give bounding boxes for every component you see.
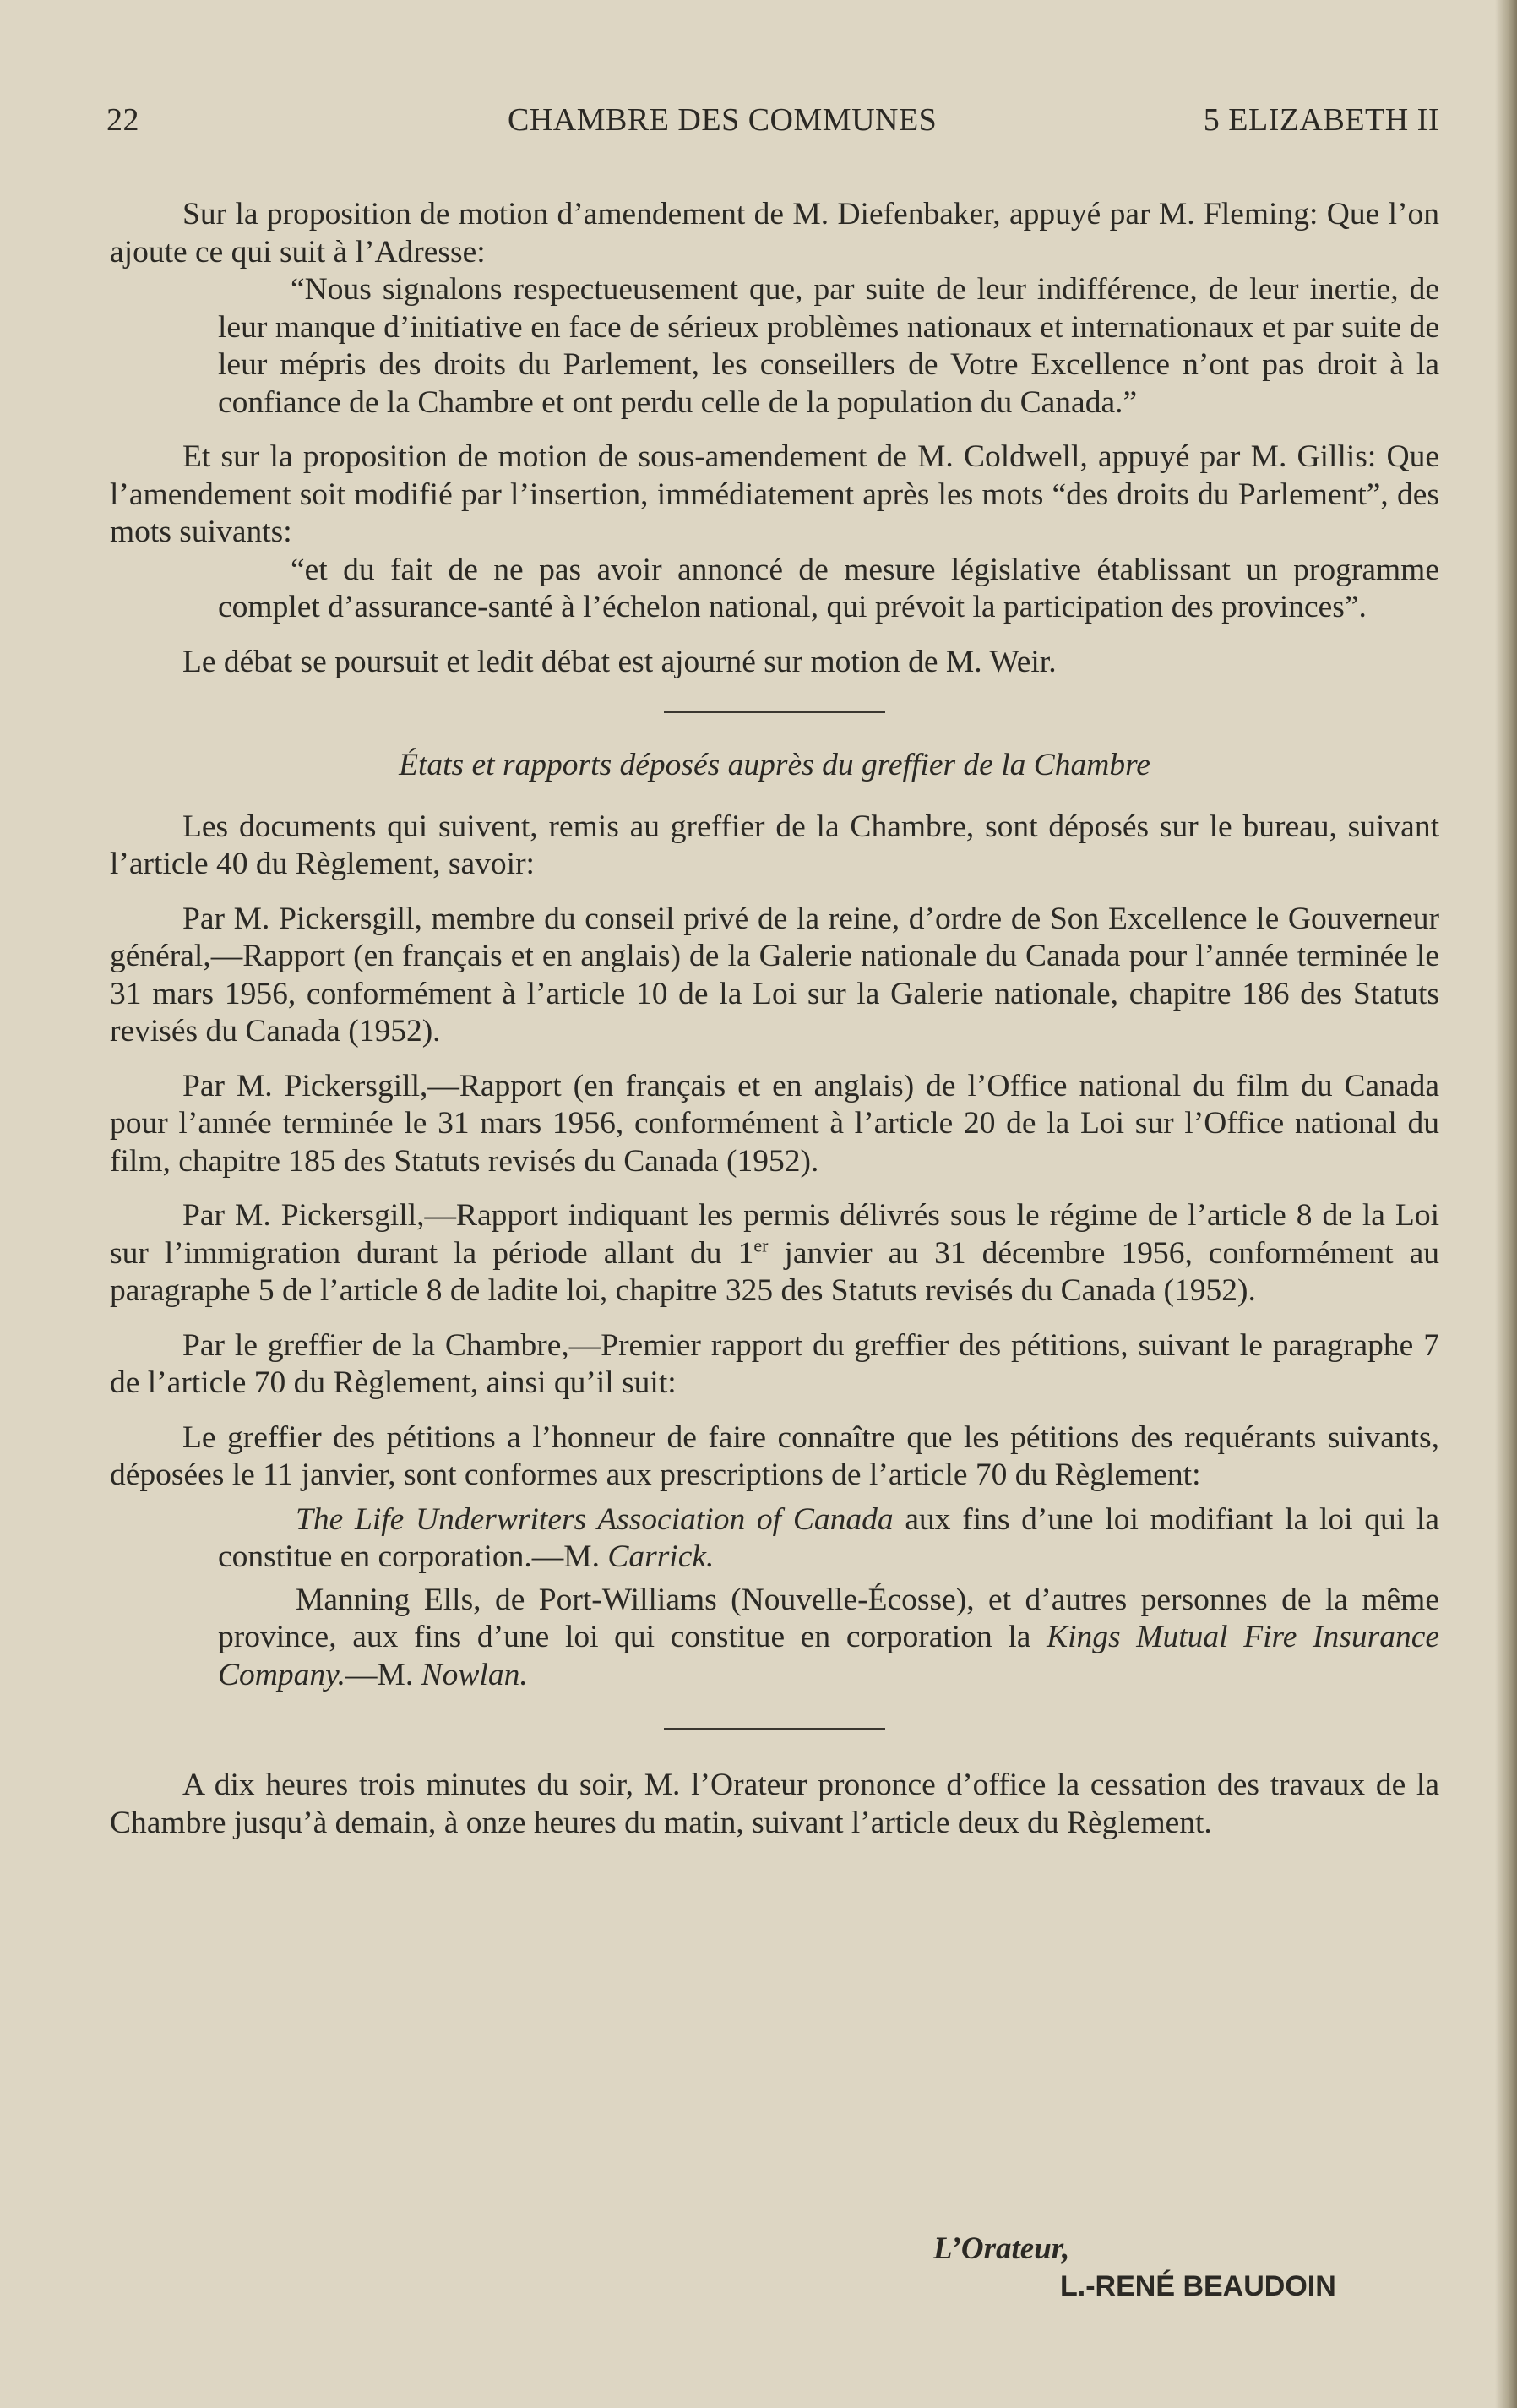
paragraph-report-film-board: Par M. Pickersgill,—Rapport (en français et en anglais) de l’Office national du film du Canada pour l’année terminée le 31 mars 1956, conformément à l’article 20 de la Loi sur l’Office national du film, chapitre 185 des Statuts revisés du Canada (1952). [110,1068,1439,1179]
signature-role: L’Orateur, [933,2231,1070,2266]
page-body [110,196,1439,1859]
header-title: CHAMBRE DES COMMUNES [508,102,938,138]
section-divider [664,1728,885,1730]
paragraph-report-immigration [110,1197,1439,1310]
quote-subamendment: “et du fait de ne pas avoir annoncé de mesure législative établissant un programme complet d’assurance-santé à l’échelon national, qui prévoit la participation des provinces”. [218,552,1439,624]
section-heading: États et rapports déposés auprès du greffier de la Chambre [399,748,1150,782]
signature-name: L.-RENÉ BEAUDOIN [1060,2270,1336,2302]
paragraph-subamendment-motion: Et sur la proposition de motion de sous-amendement de M. Coldwell, appuyé par M. Gillis: Que l’amendement soit modifié par l’insertion, immédiatement après les mots “des droits du Parlement”, des mots suivants: [110,439,1439,549]
report-immigration-text-b: janvier au 31 décembre 1956, conformément au paragraphe 5 de l’article 8 de ladite loi, chapitre 325 des Statuts revisés du Canada (1952). [110,1235,1439,1308]
petition-company-name: Kings Mutual Fire Insurance Company. [218,1620,1439,1692]
paragraph-petitions-clerk: Le greffier des pétitions a l’honneur de faire connaître que les pétitions des requérants suivants, déposées le 11 janvier, sont conformes aux prescriptions de l’article 70 du Règlement: [110,1419,1439,1492]
paragraph-petitions-report: Par le greffier de la Chambre,—Premier rapport du greffier des pétitions, suivant le paragraphe 7 de l’article 70 du Règlement, ainsi qu’il suit: [110,1327,1439,1400]
petition-member: Carrick. [607,1539,715,1574]
paragraph-documents-intro: Les documents qui suivent, remis au greffier de la Chambre, sont déposés sur le bureau, suivant l’article 40 du Règlement, savoir: [110,809,1439,881]
paragraph-amendment-motion: Sur la proposition de motion d’amendement de M. Diefenbaker, appuyé par M. Fleming: Que l’on ajoute ce qui suit à l’Adresse: [110,197,1439,270]
paragraph-report-gallery: Par M. Pickersgill, membre du conseil privé de la reine, d’ordre de Son Excellence le Gouverneur général,—Rapport (en français et en anglais) de la Galerie nationale du Canada pour l’année terminée le 31 mars 1956, conformément à l’article 10 de la Loi sur la Galerie nationale, chapitre 186 des Statuts revisés du Canada (1952). [110,901,1439,1049]
petition-life-underwriters [110,1501,1439,1577]
petition-member: Nowlan. [421,1657,528,1692]
header-reign: 5 ELIZABETH II [1203,102,1439,138]
petition-kings-mutual [110,1582,1439,1695]
page-edge-shadow [1495,0,1517,2408]
paragraph-debate-adjourned: Le débat se poursuit et ledit débat est ajourné sur motion de M. Weir. [182,644,1057,679]
signature-block [933,2231,1336,2305]
report-immigration-text-a: Par M. Pickersgill,—Rapport indiquant les permis délivrés sous le régime de l’article 8 de la Loi sur l’immigration durant la période allant du 1 [110,1198,1439,1271]
section-divider [664,711,885,713]
petition-separator: —M. [345,1657,421,1692]
ordinal-superscript: er [753,1234,769,1256]
running-header [106,101,1439,152]
petition-text: Manning Ells, de Port-Williams (Nouvelle-Écosse), et d’autres personnes de la même province, aux fins d’une loi qui constitue en corporation la [218,1582,1439,1654]
petition-org-name: The Life Underwriters Association of Canada [296,1501,894,1537]
petition-text: aux fins d’une loi modifiant la loi qui la constitue en corporation.—M. [218,1501,1439,1574]
page-number: 22 [106,102,139,138]
quote-amendment: “Nous signalons respectueusement que, par suite de leur indifférence, de leur inertie, de leur manque d’initiative en face de sérieux problèmes nationaux et internationaux et par suite de leur mépris des droits du Parlement, les conseillers de Votre Excellence n’ont pas droit à la confiance de la Chambre et ont perdu celle de la population du Canada.” [218,272,1439,420]
paragraph-adjournment: A dix heures trois minutes du soir, M. l’Orateur prononce d’office la cessation des travaux de la Chambre jusqu’à demain, à onze heures du matin, suivant l’article deux du Règlement. [110,1768,1439,1840]
